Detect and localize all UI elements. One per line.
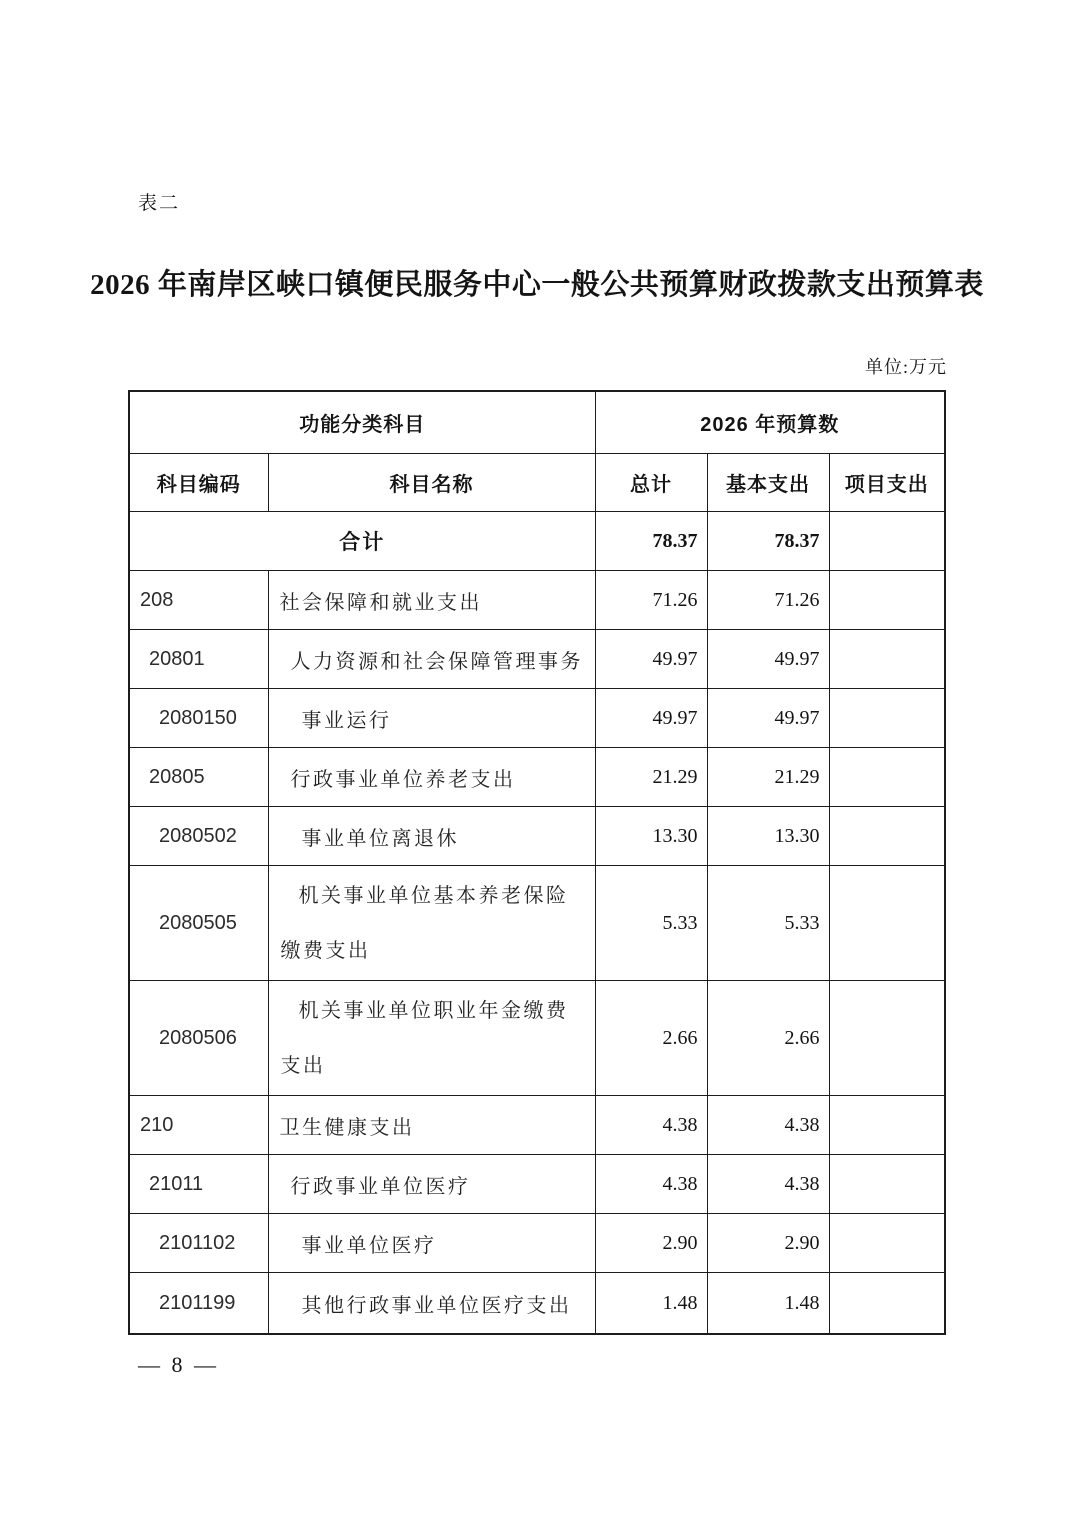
subject-name: 行政事业单位医疗 [268,1155,595,1214]
total-project-value [829,512,945,571]
table-row [129,1214,945,1273]
subject-name [268,981,595,1096]
subject-code: 2080150 [129,689,268,748]
total-value: 1.48 [595,1273,707,1335]
header-subject-code: 科目编码 [129,454,268,512]
subject-code: 210 [129,1096,268,1155]
total-value: 4.38 [595,1096,707,1155]
table-row-total [129,512,945,571]
basic-value: 4.38 [707,1096,829,1155]
table-corner-label: 表二 [138,193,181,214]
subject-code: 2080506 [129,981,268,1096]
page-number: — 8 — [138,1352,219,1377]
basic-value: 4.38 [707,1155,829,1214]
total-value: 21.29 [595,748,707,807]
basic-value: 2.90 [707,1214,829,1273]
total-value: 2.90 [595,1214,707,1273]
subject-name: 其他行政事业单位医疗支出 [268,1273,595,1335]
total-total-value: 78.37 [595,512,707,571]
table-header-group-row [129,391,945,454]
subject-code: 208 [129,571,268,630]
subject-name-line2: 缴费支出 [280,939,371,962]
subject-name: 事业单位离退休 [268,807,595,866]
subject-code: 21011 [129,1155,268,1214]
header-function-category: 功能分类科目 [129,391,595,454]
basic-value: 13.30 [707,807,829,866]
project-value [829,981,945,1096]
header-basic-expenditure: 基本支出 [707,454,829,512]
basic-value: 2.66 [707,981,829,1096]
basic-value: 71.26 [707,571,829,630]
subject-code: 20801 [129,630,268,689]
table-row [129,866,945,981]
table-row [129,981,945,1096]
project-value [829,1273,945,1335]
project-value [829,1155,945,1214]
total-label: 合计 [129,512,595,571]
subject-name-line2: 支出 [280,1054,326,1077]
table-row [129,689,945,748]
subject-name: 事业单位医疗 [268,1214,595,1273]
total-value: 49.97 [595,630,707,689]
subject-name: 卫生健康支出 [268,1096,595,1155]
total-basic-value: 78.37 [707,512,829,571]
project-value [829,1096,945,1155]
total-value: 5.33 [595,866,707,981]
table-row [129,571,945,630]
table-row [129,807,945,866]
subject-code: 20805 [129,748,268,807]
table-row [129,1155,945,1214]
subject-code: 2101199 [129,1273,268,1335]
table-row [129,630,945,689]
header-total: 总计 [595,454,707,512]
page-title: 2026 年南岸区峡口镇便民服务中心一般公共预算财政拨款支出预算表 [90,269,984,301]
project-value [829,807,945,866]
table-row [129,1096,945,1155]
project-value [829,748,945,807]
basic-value: 49.97 [707,689,829,748]
project-value [829,571,945,630]
basic-value: 21.29 [707,748,829,807]
basic-value: 1.48 [707,1273,829,1335]
subject-code: 2080502 [129,807,268,866]
budget-table [128,390,946,1335]
table-header-columns-row [129,454,945,512]
project-value [829,1214,945,1273]
subject-name-line1: 机关事业单位基本养老保险 [298,884,569,907]
header-budget-2026: 2026 年预算数 [595,391,945,454]
subject-name: 人力资源和社会保障管理事务 [268,630,595,689]
total-value: 13.30 [595,807,707,866]
total-value: 49.97 [595,689,707,748]
basic-value: 49.97 [707,630,829,689]
subject-name: 行政事业单位养老支出 [268,748,595,807]
total-value: 2.66 [595,981,707,1096]
table-row [129,748,945,807]
subject-name: 社会保障和就业支出 [268,571,595,630]
subject-name: 事业运行 [268,689,595,748]
total-value: 4.38 [595,1155,707,1214]
basic-value: 5.33 [707,866,829,981]
total-value: 71.26 [595,571,707,630]
table-row [129,1273,945,1335]
subject-code: 2080505 [129,866,268,981]
subject-name-line1: 机关事业单位职业年金缴费 [298,999,569,1022]
unit-note: 单位:万元 [864,357,947,377]
project-value [829,689,945,748]
subject-name [268,866,595,981]
project-value [829,630,945,689]
subject-code: 2101102 [129,1214,268,1273]
header-subject-name: 科目名称 [268,454,595,512]
header-project-expenditure: 项目支出 [829,454,945,512]
project-value [829,866,945,981]
